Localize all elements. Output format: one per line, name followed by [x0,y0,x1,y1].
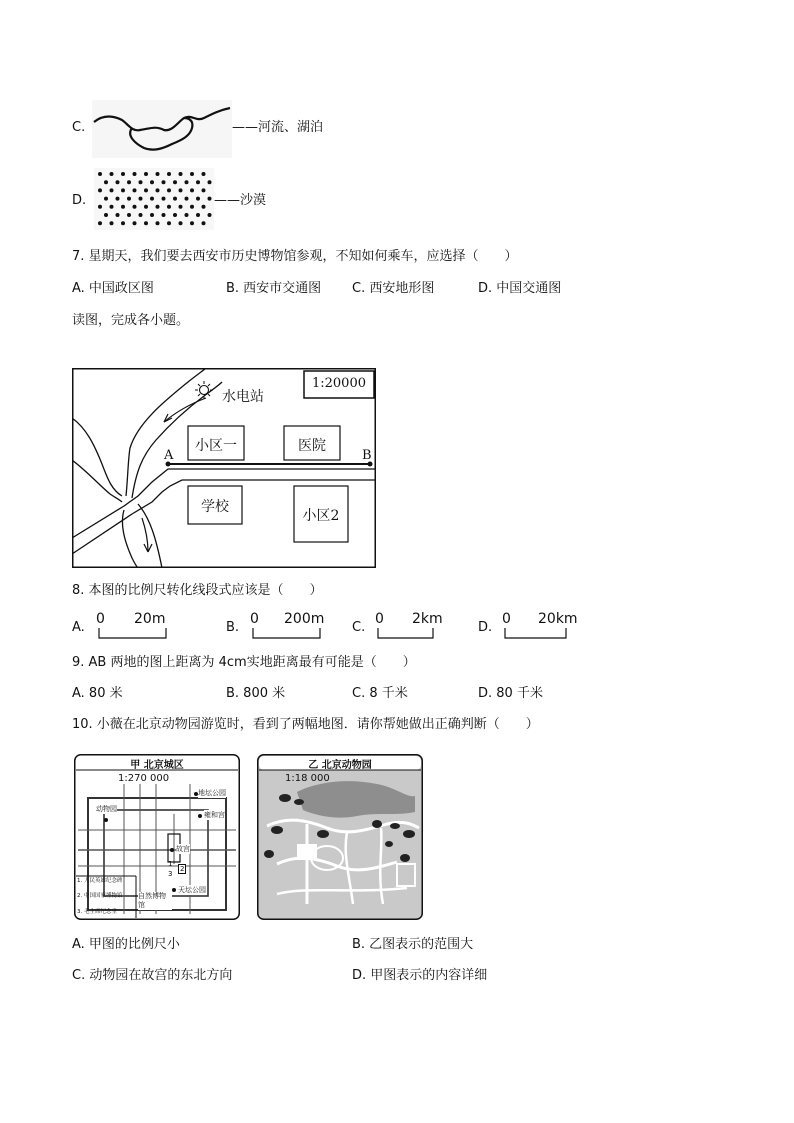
q8-option-a-letter: A. [72,620,85,635]
q8-option-b-value: 200m [284,611,325,627]
map-jia-legend-1: 1. 人民英雄纪念碑 [77,878,123,884]
q7-stem: 7. 星期天，我们要去西安市历史博物馆参观，不知如何乘车，应选择（ ） [72,249,518,264]
hydro-station-label: 水电站 [222,389,264,405]
point-a-label: A [164,448,174,463]
map-yi-scale: 1:18 000 [285,773,330,784]
q8-option-d-letter: D. [478,620,493,635]
town-map [72,368,376,568]
q9-option-c: C. 8 千米 [352,686,408,701]
map-jia-number-2: 2 [180,865,185,873]
option-c-legend: ——河流、湖泊 [232,120,324,135]
q9-option-b: B. 800 米 [226,686,286,701]
river-lake-symbol [92,100,232,158]
q8-option-c-scale-bar [377,628,437,640]
q8-option-c-value: 2km [412,611,443,627]
q10-option-a: A. 甲图的比例尺小 [72,937,180,952]
map-jia-scale: 1:270 000 [118,773,170,784]
q9-option-d: D. 80 千米 [478,686,543,701]
q10-stem: 10. 小薇在北京动物园游览时，看到了两幅地图．请你帮她做出正确判断（ ） [72,717,539,732]
q9-option-a: A. 80 米 [72,686,123,701]
q7-option-b: B. 西安市交通图 [226,281,322,296]
map-jia-nature-museum-label: 自然博物馆 [138,892,172,910]
q10-option-b: B. 乙图表示的范围大 [352,937,474,952]
q8-option-d-scale-bar [504,628,570,640]
hospital-label: 医院 [298,438,326,454]
map-yi-beijing-zoo [257,754,423,920]
map-jia-gugong-label: 故宫 [176,845,190,853]
map-jia-title: 甲 北京城区 [130,760,184,771]
q10-option-d: D. 甲图表示的内容详细 [352,968,488,983]
q8-option-d-value: 20km [538,611,578,627]
q8-option-c-letter: C. [352,620,366,635]
q7-option-d: D. 中国交通图 [478,281,562,296]
q8-stem: 8. 本图的比例尺转化线段式应该是（ ） [72,583,323,598]
option-d-letter: D. [72,193,87,208]
q8-option-a-scale-bar [98,628,168,640]
map-jia-number-3: 3 [168,870,173,878]
desert-symbol [94,168,214,230]
map-scale-ratio: 1:20000 [311,376,366,391]
section-intro: 读图，完成各小题。 [72,313,190,328]
map-jia-tiantan-label: 天坛公园 [178,886,206,894]
residential-zone-2-label: 小区2 [302,508,340,524]
residential-zone-1-label: 小区一 [195,438,237,454]
q7-option-c: C. 西安地形图 [352,281,435,296]
option-d-legend: ——沙漠 [214,193,267,208]
q8-option-b-scale-bar [252,628,322,640]
q9-stem: 9. AB 两地的图上距离为 4cm实地距离最有可能是（ ） [72,655,416,670]
option-c-letter: C. [72,120,86,135]
q8-option-b-zero: 0 [250,611,259,627]
map-yi-paths [257,754,423,920]
point-b-label: B [362,448,372,463]
q10-option-c: C. 动物园在故宫的东北方向 [72,968,233,983]
map-yi-title: 乙 北京动物园 [308,760,372,771]
map-jia-legend-2: 2. 中国国家博物馆 [77,893,123,899]
map-jia-yonghe-label: 雍和宫 [204,811,225,819]
q8-option-c-zero: 0 [375,611,384,627]
map-jia-legend-3: 3. 毛主席纪念堂 [77,909,117,915]
q8-option-b-letter: B. [226,620,240,635]
q8-option-a-zero: 0 [96,611,105,627]
map-jia-zoo-label: 动物园 [96,805,117,813]
q8-option-a-value: 20m [134,611,166,627]
map-jia-ditan-label: 地坛公园 [198,789,226,797]
q7-option-a: A. 中国政区图 [72,281,154,296]
map-jia-beijing-city [74,754,240,920]
map-jia-number-1: 1 [168,860,173,868]
q8-option-d-zero: 0 [502,611,511,627]
school-label: 学校 [201,499,229,515]
